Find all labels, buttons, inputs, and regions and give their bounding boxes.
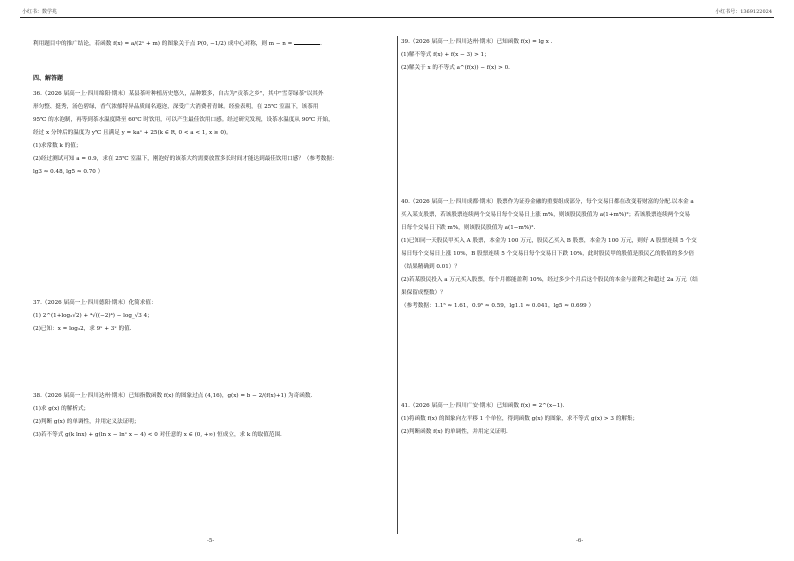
q39-line: (1)解不等式 f(x) + f(x − 3) > 1；	[401, 52, 490, 58]
header-right-label: 小红书号：1369122024	[715, 9, 772, 15]
q37-line: (2)已知：x = log₃2，求 9ˣ + 3ˣ 的值.	[33, 326, 132, 332]
section-heading: 四、解答题	[33, 75, 64, 82]
intro-text: 利用题目中的推广结论，若函数 f(x) = a/(2ˣ + m) 的图象关于点 P(0, −1/2) 成中心对称，则 m − n =	[33, 41, 293, 47]
q39-line: 39.（2026 届高一上·四川达州·期末）已知函数 f(x) = lg x .	[401, 39, 553, 45]
q41-line: 41.（2026 届高一上·四川广安·期末）已知函数 f(x) = 2^(x−1).	[401, 403, 565, 409]
q38-line: (2)判断 g(x) 的单调性，并用定义法证明；	[33, 419, 140, 425]
answer-blank	[294, 38, 320, 45]
q37-line: 37.（2026 届高一上·四川德阳·期末）化简求值：	[33, 300, 157, 306]
question-38	[33, 390, 393, 442]
q38-line: (3)若不等式 g(k lnx) + g(ln x − lnˣ x − 4) < 0 对任意的 x ∈ (0, +∞) 恒成立，求 k 的取值范围.	[33, 432, 282, 438]
q36-line: 形匀整、挺秀，汤色碧绿，香气浓郁特异品质闻名遐迩，深受广大消费者青睐。经验表明，在 25℃ 室温下，该茶用	[33, 104, 319, 110]
q39-line: (2)解关于 x 的不等式 a^(f(x)) − f(x) > 0.	[401, 65, 510, 71]
q40-line: （参考数据：1.1⁵ ≈ 1.61，0.9⁵ ≈ 0.59，lg1.1 ≈ 0.041，lg5 ≈ 0.699 ）	[401, 303, 595, 309]
q36-line: (2)经过测试可知 a = 0.9，求在 25℃ 室温下，刚泡好的该茶大约需要放置多长时间才能达到最佳饮用口感？（参考数据：	[33, 156, 338, 162]
question-41	[401, 400, 771, 439]
page-number-right: -6-	[576, 538, 584, 544]
intro-paragraph: 利用题目中的推广结论，若函数 f(x) = a/(2ˣ + m) 的图象关于点 P(0, −1/2) 成中心对称，则 m − n = .	[33, 38, 393, 51]
q40-line: 日每个交易日下跌 m%，则该股民股值为 a(1−m%)².	[401, 225, 536, 231]
question-37	[33, 297, 393, 336]
q36-line: 95℃ 的水泡制，再等到茶水温度降至 60℃ 时饮用，可以产生最佳饮用口感。经过研究发现，设茶水温度从 90℃ 开始，	[33, 117, 334, 123]
q36-line: 36.（2026 届高一上·四川绵阳·期末）某县茶叶种植历史悠久，品种繁多，自古为"贡茶之乡"，其中"雪芽绿茶"以其外	[33, 91, 324, 97]
question-36	[33, 88, 393, 179]
q38-line: 38.（2026 届高一上·四川达州·期末）已知指数函数 f(x) 的图象过点 (4,16)，g(x) = b − 2/(f(x)+1) 为奇函数.	[33, 393, 313, 399]
column-divider	[397, 36, 398, 534]
page-number-left: -5-	[207, 538, 215, 544]
q37-line: (1) 2^(1+log₂√2) + ⁴√((−2)⁴) − log_√3 4；	[33, 313, 153, 319]
q41-line: (2)判断函数 f(x) 的单调性，并用定义证明.	[401, 429, 508, 435]
q36-line: (1)求常数 k 的值；	[33, 143, 82, 149]
q40-line: （结果精确到 0.01）？	[401, 264, 460, 270]
q38-line: (1)求 g(x) 的解析式；	[33, 406, 90, 412]
q40-line: 40.（2026 届高一上·四川成都·期末）股票作为证券金融的重要组成部分，每个交易日都在改变着财富的分配.以本金 a	[401, 199, 694, 205]
header-left-label: 小红书：数学兆	[22, 9, 58, 15]
q40-line: 买入某支股票，若该股票连续两个交易日每个交易日上涨 m%，则该股民股值为 a(1+m%)²；若该股票连续两个交易	[401, 212, 691, 218]
q40-line: 易日每个交易日上涨 10%，B 股票连续 5 个交易日每个交易日下跌 10%，此时股民甲的股值是股民乙的股值的多少倍	[401, 251, 695, 257]
q40-line: (1)已知同一天股民甲买入 A 股票，本金为 100 万元，股民乙买入 B 股票，本金为 100 万元，则好 A 股票连续 5 个交	[401, 238, 697, 244]
q36-line: 经过 x 分钟后的温度为 y℃ 且满足 y = kaˣ + 25(k ∈ R, 0 < a < 1, x ≥ 0)。	[33, 130, 232, 136]
q36-line: lg3 ≈ 0.48, lg5 ≈ 0.70 ）	[33, 169, 104, 175]
q40-line: 果保留成整数）？	[401, 290, 446, 296]
question-40	[401, 196, 771, 313]
q41-line: (1)将函数 f(x) 的图象向左平移 1 个单位，得到函数 g(x) 的图象，求不等式 g(x) > 3 的解集；	[401, 416, 639, 422]
header-rule	[20, 17, 774, 18]
question-39	[401, 36, 771, 75]
q40-line: (2)若某股民投入 a 万元买入股票，每个月都能盈利 10%，经过多少个月后这个股民的本金与盈利之和超过 2a 万元（结	[401, 277, 698, 283]
